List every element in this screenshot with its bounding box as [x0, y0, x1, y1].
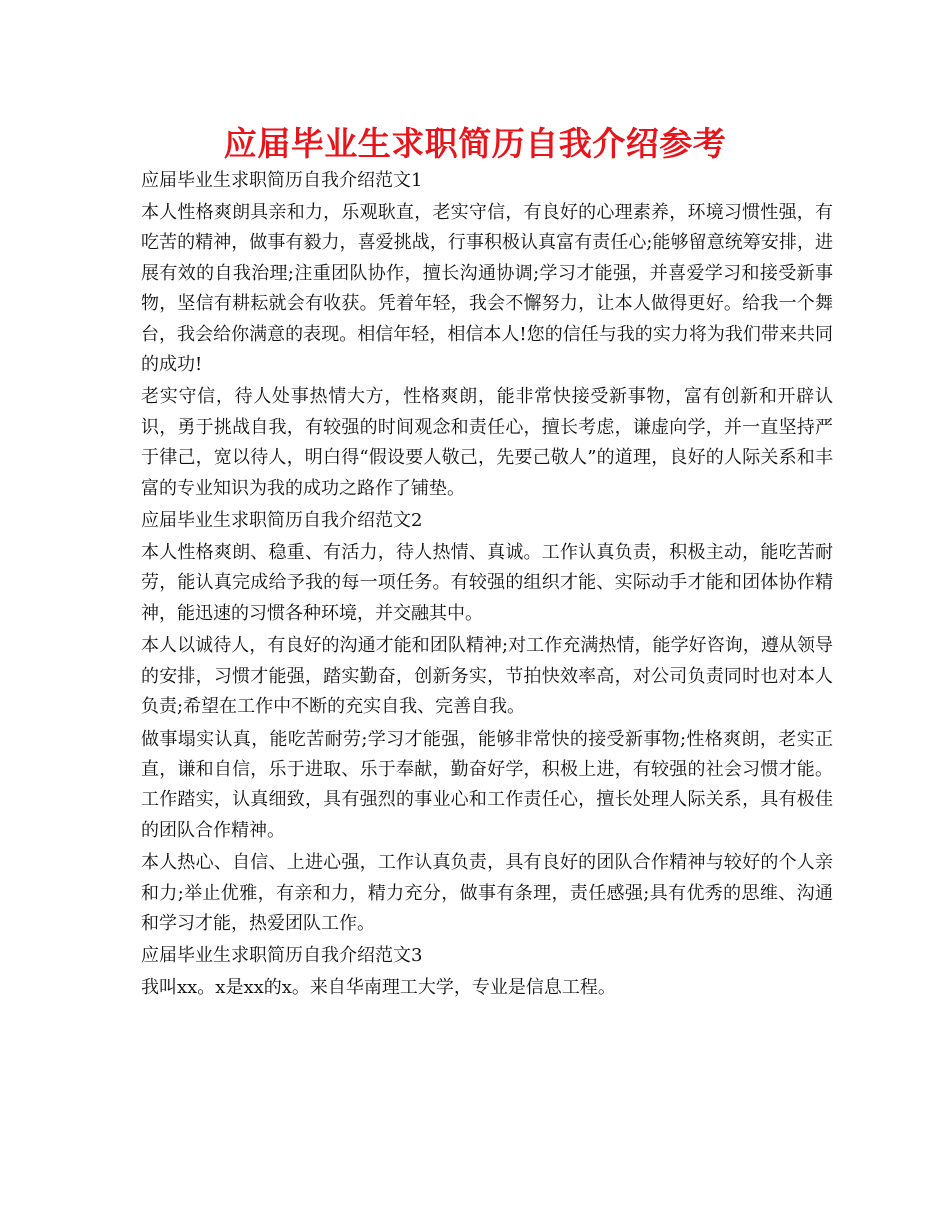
- section-heading-3: 应届毕业生求职简历自我介绍范文3: [141, 945, 423, 967]
- paragraph: 老实守信，待人处事热情大方，性格爽朗，能非常快接受新事物，富有创新和开辟认识，勇于挑战自我，有较强的时间观念和责任心，擅长考虑，谦虚向学，并一直坚持严于律己，宽以待人，明白得“假设要人敬己，先要己敬人”的道理，良好的人际关系和丰富的专业知识为我的成功之路作了铺垫。: [141, 386, 833, 499]
- paragraph: 本人性格爽朗、稳重、有活力，待人热情、真诚。工作认真负责，积极主动，能吃苦耐劳，能认真完成给予我的每一项任务。有较强的组织才能、实际动手才能和团体协作精神，能迅速的习惯各种环境，并交融其中。: [141, 542, 833, 624]
- paragraph: 本人以诚待人，有良好的沟通才能和团队精神;对工作充满热情，能学好咨询，遵从领导的安排，习惯才能强，踏实勤奋，创新务实，节拍快效率高，对公司负责同时也对本人负责;希望在工作中不断的充实自我、完善自我。: [141, 635, 833, 718]
- section-heading-1: 应届毕业生求职简历自我介绍范文1: [141, 170, 423, 191]
- paragraph: 我叫xx。x是xx的x。来自华南理工大学，专业是信息工程。: [141, 977, 616, 999]
- paragraph: 本人性格爽朗具亲和力，乐观耿直，老实守信，有良好的心理素养，环境习惯性强，有吃苦的精神，做事有毅力，喜爱挑战，行事积极认真富有责任心;能够留意统筹安排，进展有效的自我治理;注重团队协作，擅长沟通协调;学习才能强，并喜爱学习和接受新事物，坚信有耕耘就会有收获。凭着年轻，我会不懈努力，让本人做得更好。给我一个舞台，我会给你满意的表现。相信年轻，相信本人!您的信任与我的实力将为我们带来共同的成功!: [141, 202, 833, 376]
- document-body: [141, 166, 833, 1006]
- paragraph: 做事塌实认真，能吃苦耐劳;学习才能强，能够非常快的接受新事物;性格爽朗，老实正直，谦和自信，乐于进取、乐于奉献，勤奋好学，积极上进，有较强的社会习惯才能。工作踏实，认真细致，具有强烈的事业心和工作责任心，擅长处理人际关系，具有极佳的团队合作精神。: [141, 728, 833, 841]
- paragraph: 本人热心、自信、上进心强，工作认真负责，具有良好的团队合作精神与较好的个人亲和力;举止优雅，有亲和力，精力充分，做事有条理，责任感强;具有优秀的思维、沟通和学习才能，热爱团队工作。: [141, 852, 833, 934]
- section-heading-2: 应届毕业生求职简历自我介绍范文2: [141, 510, 423, 532]
- document-title: 应届毕业生求职简历自我介绍参考: [223, 124, 727, 163]
